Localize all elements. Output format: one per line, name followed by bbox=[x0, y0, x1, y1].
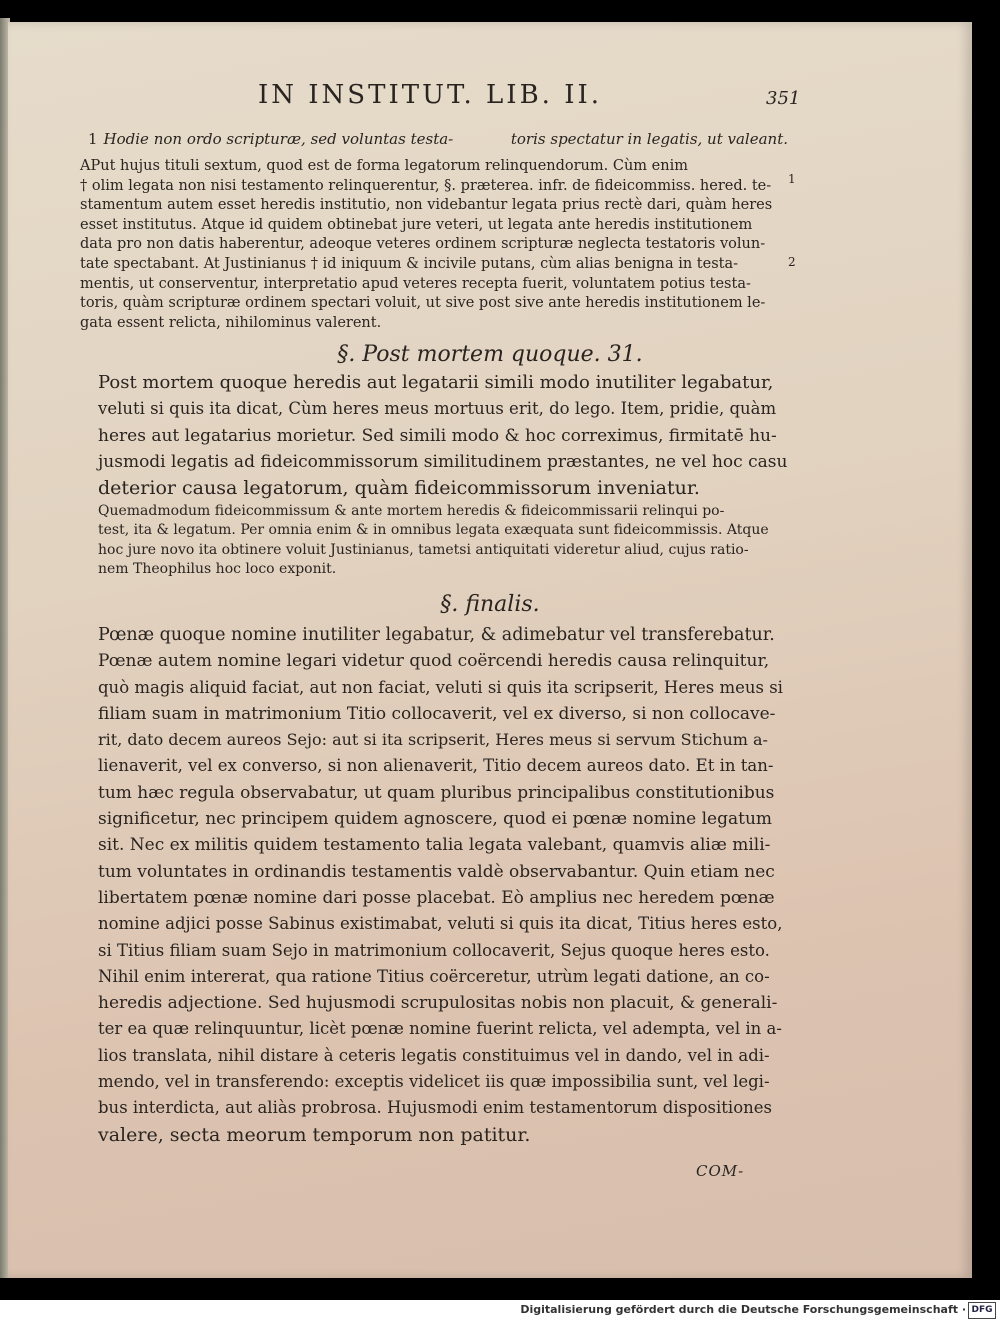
text-line: deterior causa legatorum, quàm fideicommissorum inveniatur. bbox=[98, 477, 700, 500]
summary-marker: 1 bbox=[88, 130, 98, 148]
commentary-line: toris, quàm scripturæ ordinem spectari voluit, ut sive post sive ante heredis institutionem le- bbox=[80, 295, 766, 312]
text-line: tum hæc regula observabatur, ut quam pluribus principalibus constitutionibus bbox=[98, 782, 775, 803]
catchword: COM- bbox=[696, 1162, 745, 1180]
text-line: ter ea quæ relinquuntur, licèt pœnæ nomine fuerint relicta, vel adempta, vel in a- bbox=[98, 1019, 782, 1039]
commentary-line: esset institutus. Atque id quidem obtinebat jure veteri, ut legata ante heredis institutionem bbox=[80, 216, 753, 233]
commentary-line: tate spectabant. At Justinianus † id iniquum & incivile putans, cùm alias benigna in testa- bbox=[80, 255, 739, 272]
commentary-block bbox=[80, 157, 800, 333]
text-line: quò magis aliquid faciat, aut non faciat, veluti si quis ita scripserit, Heres meus si bbox=[98, 677, 783, 697]
commentary-line: data pro non datis haberentur, adeoque veteres ordinem scripturæ neglecta testatoris volun- bbox=[80, 236, 766, 253]
text-line: rit, dato decem aureos Sejo: aut si ita scripserit, Heres meus si servum Stichum a- bbox=[98, 730, 768, 750]
note-line: nem Theophilus hoc loco exponit. bbox=[98, 561, 337, 578]
text-line: heres aut legatarius morietur. Sed simili modo & hoc correximus, firmitatē hu- bbox=[98, 425, 777, 446]
text-line: bus interdicta, aut aliàs probrosa. Hujusmodi enim testamentorum dispositiones bbox=[98, 1098, 773, 1118]
text-line: Pœnæ quoque nomine inutiliter legabatur, & adimebatur vel transferebatur. bbox=[98, 625, 775, 645]
text-line: lios translata, nihil distare à ceteris legatis constituimus vel in dando, vel in adi- bbox=[98, 1045, 770, 1065]
text-line: libertatem pœnæ nomine dari posse placebat. Eò amplius nec heredem pœnæ bbox=[98, 887, 775, 908]
text-line: nomine adjici posse Sabinus existimabat, veluti si quis ita dicat, Titius heres esto, bbox=[98, 914, 783, 934]
text-line: tum voluntates in ordinandis testamentis valdè observabantur. Quin etiam nec bbox=[98, 861, 775, 882]
section-heading: §. Post mortem quoque. 31. bbox=[337, 342, 643, 367]
text-line: veluti si quis ita dicat, Cùm heres meus mortuus erit, do lego. Item, pridie, quàm bbox=[98, 399, 777, 419]
section-text bbox=[98, 622, 788, 1148]
note-line: hoc jure novo ita obtinere voluit Justinianus, tametsi antiquitati videretur aliud, cujus ratio- bbox=[98, 541, 749, 558]
commentary-line: mentis, ut conserventur, interpretatio apud veteres recepta fuerit, voluntatem potius testa- bbox=[80, 275, 751, 292]
commentary-line: stamentum autem esset heredis institutio, non videbantur legata prius rectè dari, quàm heres bbox=[80, 197, 773, 214]
running-head: IN INSTITUT. LIB. II. bbox=[258, 80, 603, 110]
page-number: 351 bbox=[766, 88, 801, 109]
book-page bbox=[8, 22, 972, 1278]
summary-line bbox=[88, 130, 788, 148]
text-line: si Titius filiam suam Sejo in matrimonium collocaverit, Sejus quoque heres esto. bbox=[98, 940, 770, 960]
text-line: Post mortem quoque heredis aut legatarii simili modo inutiliter legabatur, bbox=[98, 372, 774, 393]
section-text bbox=[98, 370, 788, 501]
text-line: mendo, vel in transferendo: exceptis videlicet iis quæ impossibilia sunt, vel legi- bbox=[98, 1072, 770, 1092]
text-line: Nihil enim intererat, qua ratione Titius coërceretur, utrùm legati datione, an co- bbox=[98, 966, 770, 986]
section-heading: §. finalis. bbox=[440, 592, 540, 617]
text-line: filiam suam in matrimonium Titio collocaverit, vel ex diverso, si non collocave- bbox=[98, 703, 776, 724]
text-line: heredis adjectione. Sed hujusmodi scrupulositas nobis non placuit, & generali- bbox=[98, 993, 778, 1014]
footer-bar bbox=[0, 1300, 1000, 1320]
note-line: Quemadmodum fideicommissum & ante mortem heredis & fideicommissarii relinqui po- bbox=[98, 503, 725, 519]
margin-note: 2 bbox=[788, 255, 796, 269]
text-line: Pœnæ autem nomine legari videtur quod coërcendi heredis causa relinquitur, bbox=[98, 651, 770, 672]
commentary-line: gata essent relicta, nihilominus valerent. bbox=[80, 314, 382, 331]
note-line: test, ita & legatum. Per omnia enim & in omnibus legata exæquata sunt fideicommissis. Atque bbox=[98, 522, 769, 539]
summary-left-text: Hodie non ordo scripturæ, sed voluntas testa- bbox=[103, 130, 454, 148]
section-note bbox=[98, 502, 788, 580]
text-line: valere, secta meorum temporum non patitur. bbox=[98, 1123, 531, 1146]
text-line: significetur, nec principem quidem agnoscere, quod ei pœnæ nomine legatum bbox=[98, 809, 773, 830]
dfg-logo: DFG bbox=[968, 1302, 996, 1319]
summary-left bbox=[88, 130, 453, 148]
footer-credit: Digitalisierung gefördert durch die Deutsche Forschungsgemeinschaft · bbox=[520, 1303, 966, 1316]
text-line: jusmodi legatis ad fideicommissorum similitudinem præstantes, ne vel hoc casu bbox=[98, 451, 788, 472]
margin-note: 1 bbox=[788, 172, 796, 186]
commentary-line: † olim legata non nisi testamento relinquerentur, §. præterea. infr. de fideicommiss. hered. te- bbox=[80, 177, 772, 194]
text-line: sit. Nec ex militis quidem testamento talia legata valebant, quamvis aliæ mili- bbox=[98, 835, 771, 856]
summary-right: toris spectatur in legatis, ut valeant. bbox=[510, 130, 788, 148]
commentary-line: APut hujus tituli sextum, quod est de forma legatorum relinquendorum. Cùm enim bbox=[80, 158, 688, 174]
text-line: lienaverit, vel ex converso, si non alienaverit, Titio decem aureos dato. Et in tan- bbox=[98, 756, 774, 776]
